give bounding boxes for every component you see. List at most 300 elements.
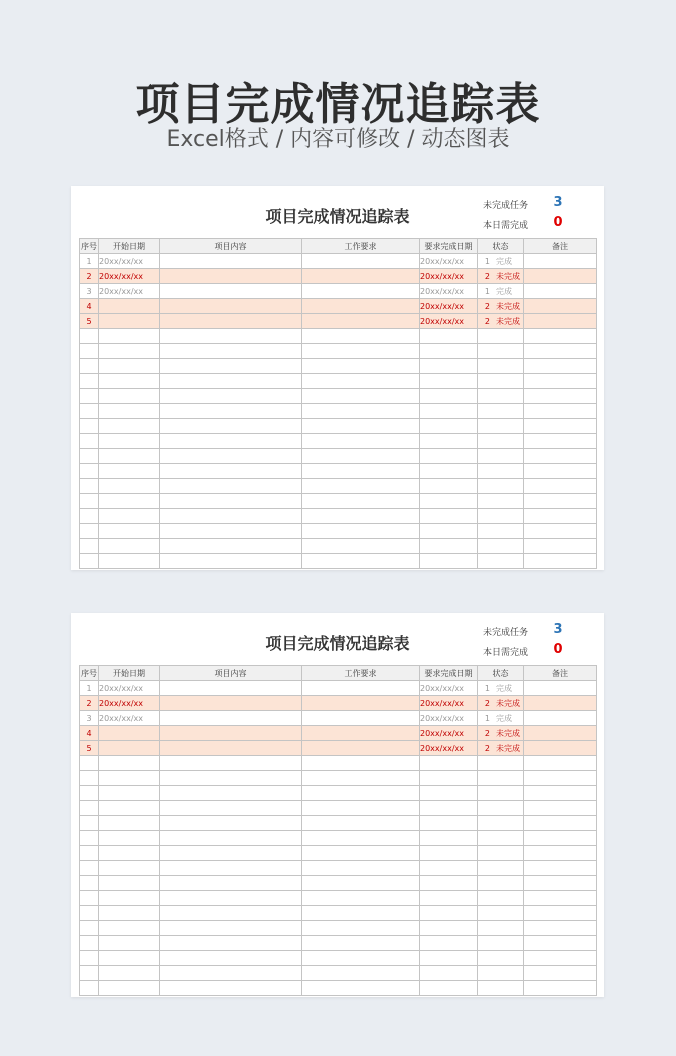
empty-cell[interactable] (302, 509, 420, 524)
no-cell[interactable]: 2 (80, 696, 99, 711)
empty-cell[interactable] (160, 479, 302, 494)
empty-cell[interactable] (302, 494, 420, 509)
empty-cell[interactable] (99, 404, 160, 419)
status-cell[interactable] (478, 284, 524, 299)
empty-cell[interactable] (160, 906, 302, 921)
empty-cell[interactable] (302, 921, 420, 936)
empty-cell[interactable] (302, 449, 420, 464)
empty-cell[interactable] (99, 524, 160, 539)
empty-cell[interactable] (160, 816, 302, 831)
empty-cell[interactable] (80, 344, 99, 359)
empty-cell[interactable] (524, 951, 597, 966)
empty-cell[interactable] (99, 464, 160, 479)
empty-cell[interactable] (80, 494, 99, 509)
empty-cell[interactable] (160, 981, 302, 996)
due-cell[interactable]: 20xx/xx/xx (420, 284, 478, 299)
empty-cell[interactable] (302, 981, 420, 996)
no-cell[interactable]: 5 (80, 314, 99, 329)
empty-cell[interactable] (524, 494, 597, 509)
status-cell[interactable] (478, 711, 524, 726)
empty-cell[interactable] (420, 906, 478, 921)
empty-cell[interactable] (478, 389, 524, 404)
empty-cell[interactable] (524, 846, 597, 861)
status-cell[interactable] (478, 726, 524, 741)
empty-cell[interactable] (420, 404, 478, 419)
empty-cell[interactable] (478, 936, 524, 951)
empty-cell[interactable] (524, 981, 597, 996)
empty-cell[interactable] (99, 434, 160, 449)
no-cell[interactable]: 3 (80, 711, 99, 726)
table-row (80, 681, 597, 696)
empty-cell[interactable] (302, 786, 420, 801)
empty-row (80, 419, 597, 434)
empty-cell[interactable] (160, 756, 302, 771)
no-cell[interactable]: 4 (80, 299, 99, 314)
due-cell[interactable]: 20xx/xx/xx (420, 269, 478, 284)
empty-cell[interactable] (478, 891, 524, 906)
empty-cell[interactable] (99, 801, 160, 816)
empty-cell[interactable] (99, 554, 160, 569)
empty-cell[interactable] (160, 891, 302, 906)
empty-cell[interactable] (524, 771, 597, 786)
empty-cell[interactable] (420, 921, 478, 936)
empty-cell[interactable] (420, 846, 478, 861)
content-cell[interactable] (160, 284, 302, 299)
empty-cell[interactable] (99, 861, 160, 876)
empty-cell[interactable] (478, 846, 524, 861)
note-cell[interactable] (524, 726, 597, 741)
empty-cell[interactable] (160, 524, 302, 539)
empty-cell[interactable] (99, 846, 160, 861)
empty-cell[interactable] (478, 801, 524, 816)
empty-cell[interactable] (420, 771, 478, 786)
empty-cell[interactable] (99, 906, 160, 921)
status-text: 完成 (496, 286, 512, 296)
empty-cell[interactable] (420, 861, 478, 876)
empty-cell[interactable] (80, 771, 99, 786)
empty-cell[interactable] (420, 509, 478, 524)
req-cell[interactable] (302, 741, 420, 756)
empty-cell[interactable] (160, 494, 302, 509)
empty-cell[interactable] (420, 374, 478, 389)
empty-cell[interactable] (99, 494, 160, 509)
empty-cell[interactable] (160, 329, 302, 344)
empty-cell[interactable] (160, 389, 302, 404)
empty-cell[interactable] (160, 539, 302, 554)
empty-cell[interactable] (302, 906, 420, 921)
empty-cell[interactable] (478, 464, 524, 479)
empty-cell[interactable] (420, 524, 478, 539)
empty-cell[interactable] (80, 876, 99, 891)
empty-cell[interactable] (99, 921, 160, 936)
empty-cell[interactable] (80, 479, 99, 494)
empty-cell[interactable] (80, 434, 99, 449)
empty-cell[interactable] (99, 374, 160, 389)
empty-cell[interactable] (524, 554, 597, 569)
content-cell[interactable] (160, 299, 302, 314)
empty-cell[interactable] (478, 434, 524, 449)
empty-cell[interactable] (80, 786, 99, 801)
empty-cell[interactable] (420, 756, 478, 771)
req-cell[interactable] (302, 726, 420, 741)
due-cell[interactable]: 20xx/xx/xx (420, 299, 478, 314)
empty-cell[interactable] (80, 951, 99, 966)
note-cell[interactable] (524, 254, 597, 269)
due-cell[interactable]: 20xx/xx/xx (420, 741, 478, 756)
content-cell[interactable] (160, 696, 302, 711)
empty-cell[interactable] (302, 816, 420, 831)
empty-cell[interactable] (420, 464, 478, 479)
empty-cell[interactable] (420, 951, 478, 966)
empty-cell[interactable] (524, 449, 597, 464)
empty-cell[interactable] (420, 479, 478, 494)
empty-cell[interactable] (80, 981, 99, 996)
empty-cell[interactable] (80, 756, 99, 771)
empty-cell[interactable] (302, 936, 420, 951)
note-cell[interactable] (524, 681, 597, 696)
empty-cell[interactable] (80, 419, 99, 434)
empty-cell[interactable] (524, 966, 597, 981)
empty-cell[interactable] (80, 891, 99, 906)
empty-cell[interactable] (524, 906, 597, 921)
start-cell[interactable] (99, 726, 160, 741)
no-cell[interactable]: 4 (80, 726, 99, 741)
empty-cell[interactable] (80, 374, 99, 389)
empty-cell[interactable] (80, 449, 99, 464)
empty-cell[interactable] (478, 981, 524, 996)
empty-cell[interactable] (478, 951, 524, 966)
empty-cell[interactable] (420, 434, 478, 449)
empty-cell[interactable] (80, 906, 99, 921)
status-cell[interactable] (478, 681, 524, 696)
empty-cell[interactable] (524, 509, 597, 524)
empty-cell[interactable] (160, 951, 302, 966)
empty-cell[interactable] (302, 876, 420, 891)
empty-cell[interactable] (302, 329, 420, 344)
empty-cell[interactable] (80, 801, 99, 816)
start-cell[interactable]: 20xx/xx/xx (99, 254, 160, 269)
empty-cell[interactable] (524, 816, 597, 831)
empty-cell[interactable] (160, 374, 302, 389)
empty-cell[interactable] (420, 966, 478, 981)
empty-cell[interactable] (160, 801, 302, 816)
no-cell[interactable]: 1 (80, 681, 99, 696)
empty-cell[interactable] (302, 374, 420, 389)
empty-cell[interactable] (524, 344, 597, 359)
empty-cell[interactable] (524, 539, 597, 554)
empty-cell[interactable] (524, 891, 597, 906)
empty-cell[interactable] (524, 479, 597, 494)
empty-cell[interactable] (478, 771, 524, 786)
empty-cell[interactable] (478, 524, 524, 539)
empty-cell[interactable] (80, 329, 99, 344)
empty-cell[interactable] (99, 951, 160, 966)
empty-cell[interactable] (302, 404, 420, 419)
empty-cell[interactable] (420, 816, 478, 831)
empty-cell[interactable] (420, 831, 478, 846)
empty-cell[interactable] (99, 359, 160, 374)
empty-cell[interactable] (99, 509, 160, 524)
empty-cell[interactable] (524, 756, 597, 771)
empty-cell[interactable] (420, 329, 478, 344)
empty-cell[interactable] (478, 876, 524, 891)
empty-cell[interactable] (160, 876, 302, 891)
empty-cell[interactable] (302, 861, 420, 876)
req-cell[interactable] (302, 314, 420, 329)
start-cell[interactable] (99, 299, 160, 314)
empty-cell[interactable] (478, 966, 524, 981)
note-cell[interactable] (524, 696, 597, 711)
empty-cell[interactable] (160, 509, 302, 524)
empty-cell[interactable] (302, 464, 420, 479)
content-cell[interactable] (160, 726, 302, 741)
empty-cell[interactable] (478, 329, 524, 344)
empty-cell[interactable] (302, 801, 420, 816)
no-cell[interactable]: 1 (80, 254, 99, 269)
empty-cell[interactable] (99, 831, 160, 846)
empty-cell[interactable] (478, 921, 524, 936)
empty-cell[interactable] (524, 404, 597, 419)
empty-cell[interactable] (478, 756, 524, 771)
empty-cell[interactable] (478, 494, 524, 509)
empty-cell[interactable] (80, 861, 99, 876)
start-cell[interactable]: 20xx/xx/xx (99, 284, 160, 299)
note-cell[interactable] (524, 299, 597, 314)
empty-cell[interactable] (524, 786, 597, 801)
empty-cell[interactable] (478, 816, 524, 831)
empty-cell[interactable] (80, 831, 99, 846)
empty-cell[interactable] (420, 359, 478, 374)
empty-cell[interactable] (420, 539, 478, 554)
empty-cell[interactable] (524, 359, 597, 374)
empty-cell[interactable] (478, 906, 524, 921)
empty-cell[interactable] (160, 359, 302, 374)
empty-cell[interactable] (420, 389, 478, 404)
empty-cell[interactable] (302, 419, 420, 434)
empty-cell[interactable] (420, 554, 478, 569)
empty-cell[interactable] (420, 981, 478, 996)
empty-cell[interactable] (160, 404, 302, 419)
empty-cell[interactable] (80, 966, 99, 981)
start-cell[interactable]: 20xx/xx/xx (99, 711, 160, 726)
content-cell[interactable] (160, 269, 302, 284)
empty-cell[interactable] (302, 891, 420, 906)
empty-cell[interactable] (420, 786, 478, 801)
empty-cell[interactable] (80, 936, 99, 951)
empty-cell[interactable] (160, 861, 302, 876)
empty-cell[interactable] (99, 771, 160, 786)
status-cell[interactable] (478, 696, 524, 711)
req-cell[interactable] (302, 711, 420, 726)
empty-cell[interactable] (478, 554, 524, 569)
req-cell[interactable] (302, 681, 420, 696)
due-cell[interactable]: 20xx/xx/xx (420, 314, 478, 329)
empty-cell[interactable] (302, 554, 420, 569)
empty-cell[interactable] (80, 464, 99, 479)
empty-cell[interactable] (524, 374, 597, 389)
empty-cell[interactable] (420, 419, 478, 434)
empty-cell[interactable] (160, 464, 302, 479)
empty-cell[interactable] (478, 786, 524, 801)
empty-cell[interactable] (524, 831, 597, 846)
empty-cell[interactable] (99, 756, 160, 771)
note-cell[interactable] (524, 741, 597, 756)
status-cell[interactable] (478, 314, 524, 329)
empty-cell[interactable] (160, 831, 302, 846)
empty-cell[interactable] (420, 344, 478, 359)
empty-cell[interactable] (478, 831, 524, 846)
today-value: 0 (553, 642, 563, 657)
empty-cell[interactable] (302, 479, 420, 494)
empty-cell[interactable] (524, 876, 597, 891)
empty-cell[interactable] (80, 389, 99, 404)
empty-cell[interactable] (80, 539, 99, 554)
content-cell[interactable] (160, 711, 302, 726)
empty-cell[interactable] (524, 921, 597, 936)
empty-cell[interactable] (160, 966, 302, 981)
due-cell[interactable]: 20xx/xx/xx (420, 711, 478, 726)
status-cell[interactable] (478, 254, 524, 269)
empty-cell[interactable] (420, 801, 478, 816)
empty-cell[interactable] (99, 816, 160, 831)
empty-cell[interactable] (302, 966, 420, 981)
content-cell[interactable] (160, 254, 302, 269)
empty-cell[interactable] (420, 891, 478, 906)
empty-cell[interactable] (302, 771, 420, 786)
start-cell[interactable]: 20xx/xx/xx (99, 681, 160, 696)
empty-cell[interactable] (478, 404, 524, 419)
empty-cell[interactable] (160, 449, 302, 464)
empty-cell[interactable] (478, 374, 524, 389)
empty-cell[interactable] (302, 434, 420, 449)
note-cell[interactable] (524, 314, 597, 329)
empty-cell[interactable] (302, 831, 420, 846)
empty-cell[interactable] (160, 786, 302, 801)
status-cell[interactable] (478, 299, 524, 314)
empty-cell[interactable] (302, 539, 420, 554)
empty-cell[interactable] (302, 524, 420, 539)
empty-cell[interactable] (160, 419, 302, 434)
empty-cell[interactable] (99, 539, 160, 554)
status-cell[interactable] (478, 269, 524, 284)
empty-cell[interactable] (99, 344, 160, 359)
empty-cell[interactable] (478, 861, 524, 876)
no-cell[interactable]: 5 (80, 741, 99, 756)
empty-cell[interactable] (80, 359, 99, 374)
empty-cell[interactable] (420, 876, 478, 891)
empty-cell[interactable] (524, 524, 597, 539)
empty-cell[interactable] (99, 876, 160, 891)
no-cell[interactable]: 2 (80, 269, 99, 284)
empty-cell[interactable] (160, 434, 302, 449)
empty-cell[interactable] (478, 419, 524, 434)
empty-cell[interactable] (80, 524, 99, 539)
empty-cell[interactable] (524, 801, 597, 816)
note-cell[interactable] (524, 269, 597, 284)
due-cell[interactable]: 20xx/xx/xx (420, 726, 478, 741)
empty-cell[interactable] (302, 344, 420, 359)
empty-cell[interactable] (99, 936, 160, 951)
column-header: 备注 (524, 666, 597, 681)
empty-cell[interactable] (99, 479, 160, 494)
empty-cell[interactable] (99, 449, 160, 464)
empty-cell[interactable] (478, 359, 524, 374)
req-cell[interactable] (302, 269, 420, 284)
start-cell[interactable]: 20xx/xx/xx (99, 696, 160, 711)
start-cell[interactable] (99, 741, 160, 756)
empty-cell[interactable] (420, 494, 478, 509)
note-cell[interactable] (524, 284, 597, 299)
req-cell[interactable] (302, 254, 420, 269)
start-cell[interactable] (99, 314, 160, 329)
empty-cell[interactable] (160, 846, 302, 861)
status-cell[interactable] (478, 741, 524, 756)
due-cell[interactable]: 20xx/xx/xx (420, 696, 478, 711)
empty-cell[interactable] (99, 786, 160, 801)
empty-cell[interactable] (99, 389, 160, 404)
empty-cell[interactable] (302, 756, 420, 771)
empty-cell[interactable] (524, 464, 597, 479)
empty-cell[interactable] (524, 861, 597, 876)
empty-cell[interactable] (302, 389, 420, 404)
empty-cell[interactable] (99, 966, 160, 981)
due-cell[interactable]: 20xx/xx/xx (420, 254, 478, 269)
empty-cell[interactable] (478, 479, 524, 494)
empty-cell[interactable] (160, 771, 302, 786)
empty-cell[interactable] (99, 981, 160, 996)
empty-cell[interactable] (80, 846, 99, 861)
empty-cell[interactable] (302, 846, 420, 861)
empty-cell[interactable] (524, 434, 597, 449)
content-cell[interactable] (160, 741, 302, 756)
start-cell[interactable]: 20xx/xx/xx (99, 269, 160, 284)
req-cell[interactable] (302, 299, 420, 314)
empty-cell[interactable] (302, 951, 420, 966)
content-cell[interactable] (160, 314, 302, 329)
content-cell[interactable] (160, 681, 302, 696)
empty-cell[interactable] (80, 509, 99, 524)
empty-cell[interactable] (478, 539, 524, 554)
tracking-table (79, 665, 597, 996)
empty-cell[interactable] (99, 419, 160, 434)
empty-cell[interactable] (420, 936, 478, 951)
no-cell[interactable]: 3 (80, 284, 99, 299)
empty-cell[interactable] (80, 921, 99, 936)
empty-cell[interactable] (524, 329, 597, 344)
empty-cell[interactable] (302, 359, 420, 374)
empty-cell[interactable] (524, 389, 597, 404)
req-cell[interactable] (302, 696, 420, 711)
empty-cell[interactable] (478, 344, 524, 359)
empty-cell[interactable] (160, 554, 302, 569)
empty-cell[interactable] (478, 509, 524, 524)
empty-cell[interactable] (478, 449, 524, 464)
empty-cell[interactable] (524, 419, 597, 434)
empty-cell[interactable] (80, 816, 99, 831)
empty-cell[interactable] (99, 329, 160, 344)
empty-cell[interactable] (160, 921, 302, 936)
empty-cell[interactable] (160, 344, 302, 359)
empty-cell[interactable] (524, 936, 597, 951)
note-cell[interactable] (524, 711, 597, 726)
due-cell[interactable]: 20xx/xx/xx (420, 681, 478, 696)
empty-cell[interactable] (420, 449, 478, 464)
empty-cell[interactable] (99, 891, 160, 906)
empty-cell[interactable] (80, 554, 99, 569)
req-cell[interactable] (302, 284, 420, 299)
empty-cell[interactable] (160, 936, 302, 951)
empty-cell[interactable] (80, 404, 99, 419)
